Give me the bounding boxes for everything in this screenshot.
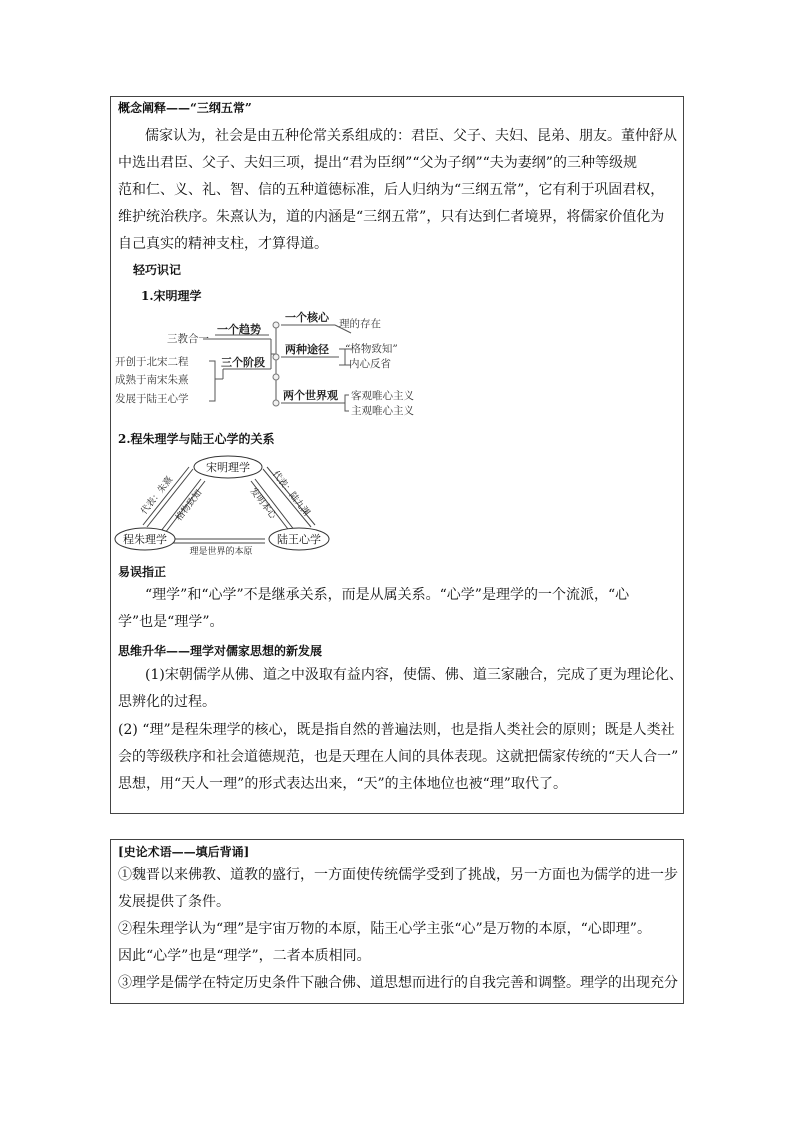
top-node-label: 宋明理学 — [206, 461, 250, 474]
node-label: 两个世界观 — [283, 389, 338, 402]
song-ming-lixue-diagram — [111, 307, 685, 419]
node-label: 一个核心 — [285, 311, 329, 324]
memory-heading: 轻巧识记 — [133, 263, 182, 277]
concept-panel — [110, 96, 684, 814]
text-line: 中选出君臣、父子、夫妇三项，提出“君为臣纲”“父为子纲”“夫为妻纲”的三种等级规 — [118, 155, 637, 171]
text-line: 学”也是“理学”。 — [118, 614, 224, 630]
node-dot — [273, 400, 279, 406]
left-group-item: 成熟于南宋朱熹 — [115, 374, 189, 386]
text-line: 发展提供了条件。 — [118, 894, 230, 910]
relation-triangle-diagram — [111, 453, 685, 557]
text-line: 儒家认为，社会是由五种伦常关系组成的：君臣、父子、夫妇、昆弟、朋友。董仲舒从 — [145, 128, 677, 144]
text-line: 思辨化的过程。 — [118, 694, 216, 710]
thinking-paragraph-1 — [118, 662, 683, 716]
left-node-label: 程朱理学 — [123, 533, 167, 546]
left-inner-label: 格物致知 — [174, 488, 205, 524]
right-node-label: 陆王心学 — [277, 533, 321, 546]
left-top-label: 三教合一 — [167, 333, 209, 345]
section1-title: 1.宋明理学 — [141, 289, 202, 303]
node-dot — [273, 322, 279, 328]
text-line: 因此“心学”也是“理学”，二者本质相同。 — [118, 948, 371, 964]
concept-heading: 概念阐释——“三纲五常” — [118, 101, 252, 115]
concept-paragraph — [118, 123, 680, 258]
text-line: “理学”和“心学”不是继承关系，而是从属关系。“心学”是理学的一个流派，“心 — [145, 587, 630, 603]
text-line: ①魏晋以来佛教、道教的盛行，一方面使传统儒学受到了挑战，另一方面也为儒学的进一步 — [118, 867, 678, 883]
text-line: (2) “理”是程朱理学的核心，既是指自然的普遍法则，也是指人类社会的原则；既是人类社 — [118, 722, 675, 738]
way-item: 内心反省 — [349, 358, 391, 370]
text-line: ③理学是儒学在特定历史条件下融合佛、道思想而进行的自我完善和调整。理学的出现充分 — [118, 975, 678, 991]
terms-heading: [史论术语——填后背诵] — [118, 845, 250, 859]
branch-label: 一个趋势 — [217, 323, 261, 336]
terms-paragraph — [118, 862, 680, 997]
node-dot — [273, 354, 279, 360]
worldview-item: 客观唯心主义 — [351, 390, 414, 402]
error-paragraph — [118, 582, 680, 636]
text-line: ②程朱理学认为“理”是宇宙万物的本原，陆王心学主张“心”是万物的本原，“心即理”。 — [118, 921, 651, 937]
error-heading: 易误指正 — [118, 565, 167, 579]
node-dot — [273, 374, 279, 380]
left-group-item: 开创于北宋二程 — [115, 356, 189, 368]
node-label: 两种途径 — [285, 343, 329, 356]
worldview-item: 主观唯心主义 — [351, 405, 414, 417]
text-line: 范和仁、义、礼、智、信的五种道德标准，后人归纳为“三纲五常”，它有利于巩固君权， — [118, 182, 665, 198]
text-line: 维护统治秩序。朱熹认为，道的内涵是“三纲五常”，只有达到仁者境界，将儒家价值化为 — [118, 209, 665, 225]
thinking-heading: 思维升华——理学对儒家思想的新发展 — [118, 644, 323, 658]
right-inner-label: 发明本心 — [247, 486, 278, 522]
thinking-paragraph-2 — [118, 717, 680, 798]
section2-title: 2.程朱理学与陆王心学的关系 — [118, 432, 275, 446]
text-line: (1)宋朝儒学从佛、道之中汲取有益内容，使儒、佛、道三家融合，完成了更为理论化、 — [145, 667, 683, 683]
bottom-edge-label: 理是世界的本原 — [189, 547, 253, 557]
right-outer-label: 代表：陆九渊 — [270, 469, 312, 519]
text-line: 思想，用“天人一理”的形式表达出来，“天”的主体地位也被“理”取代了。 — [118, 776, 567, 792]
way-item: “格物致知” — [345, 343, 398, 355]
left-outer-label: 代表：朱熹 — [139, 474, 176, 517]
branch-label: 三个阶段 — [221, 356, 265, 369]
terms-panel — [110, 839, 684, 1004]
text-line: 自己真实的精神支柱，才算得道。 — [118, 236, 328, 252]
core-detail: 理的存在 — [339, 318, 381, 330]
text-line: 会的等级秩序和社会道德规范，也是天理在人间的具体表现。这就把儒家传统的“天人合一” — [118, 749, 679, 765]
left-group-item: 发展于陆王心学 — [115, 393, 189, 405]
